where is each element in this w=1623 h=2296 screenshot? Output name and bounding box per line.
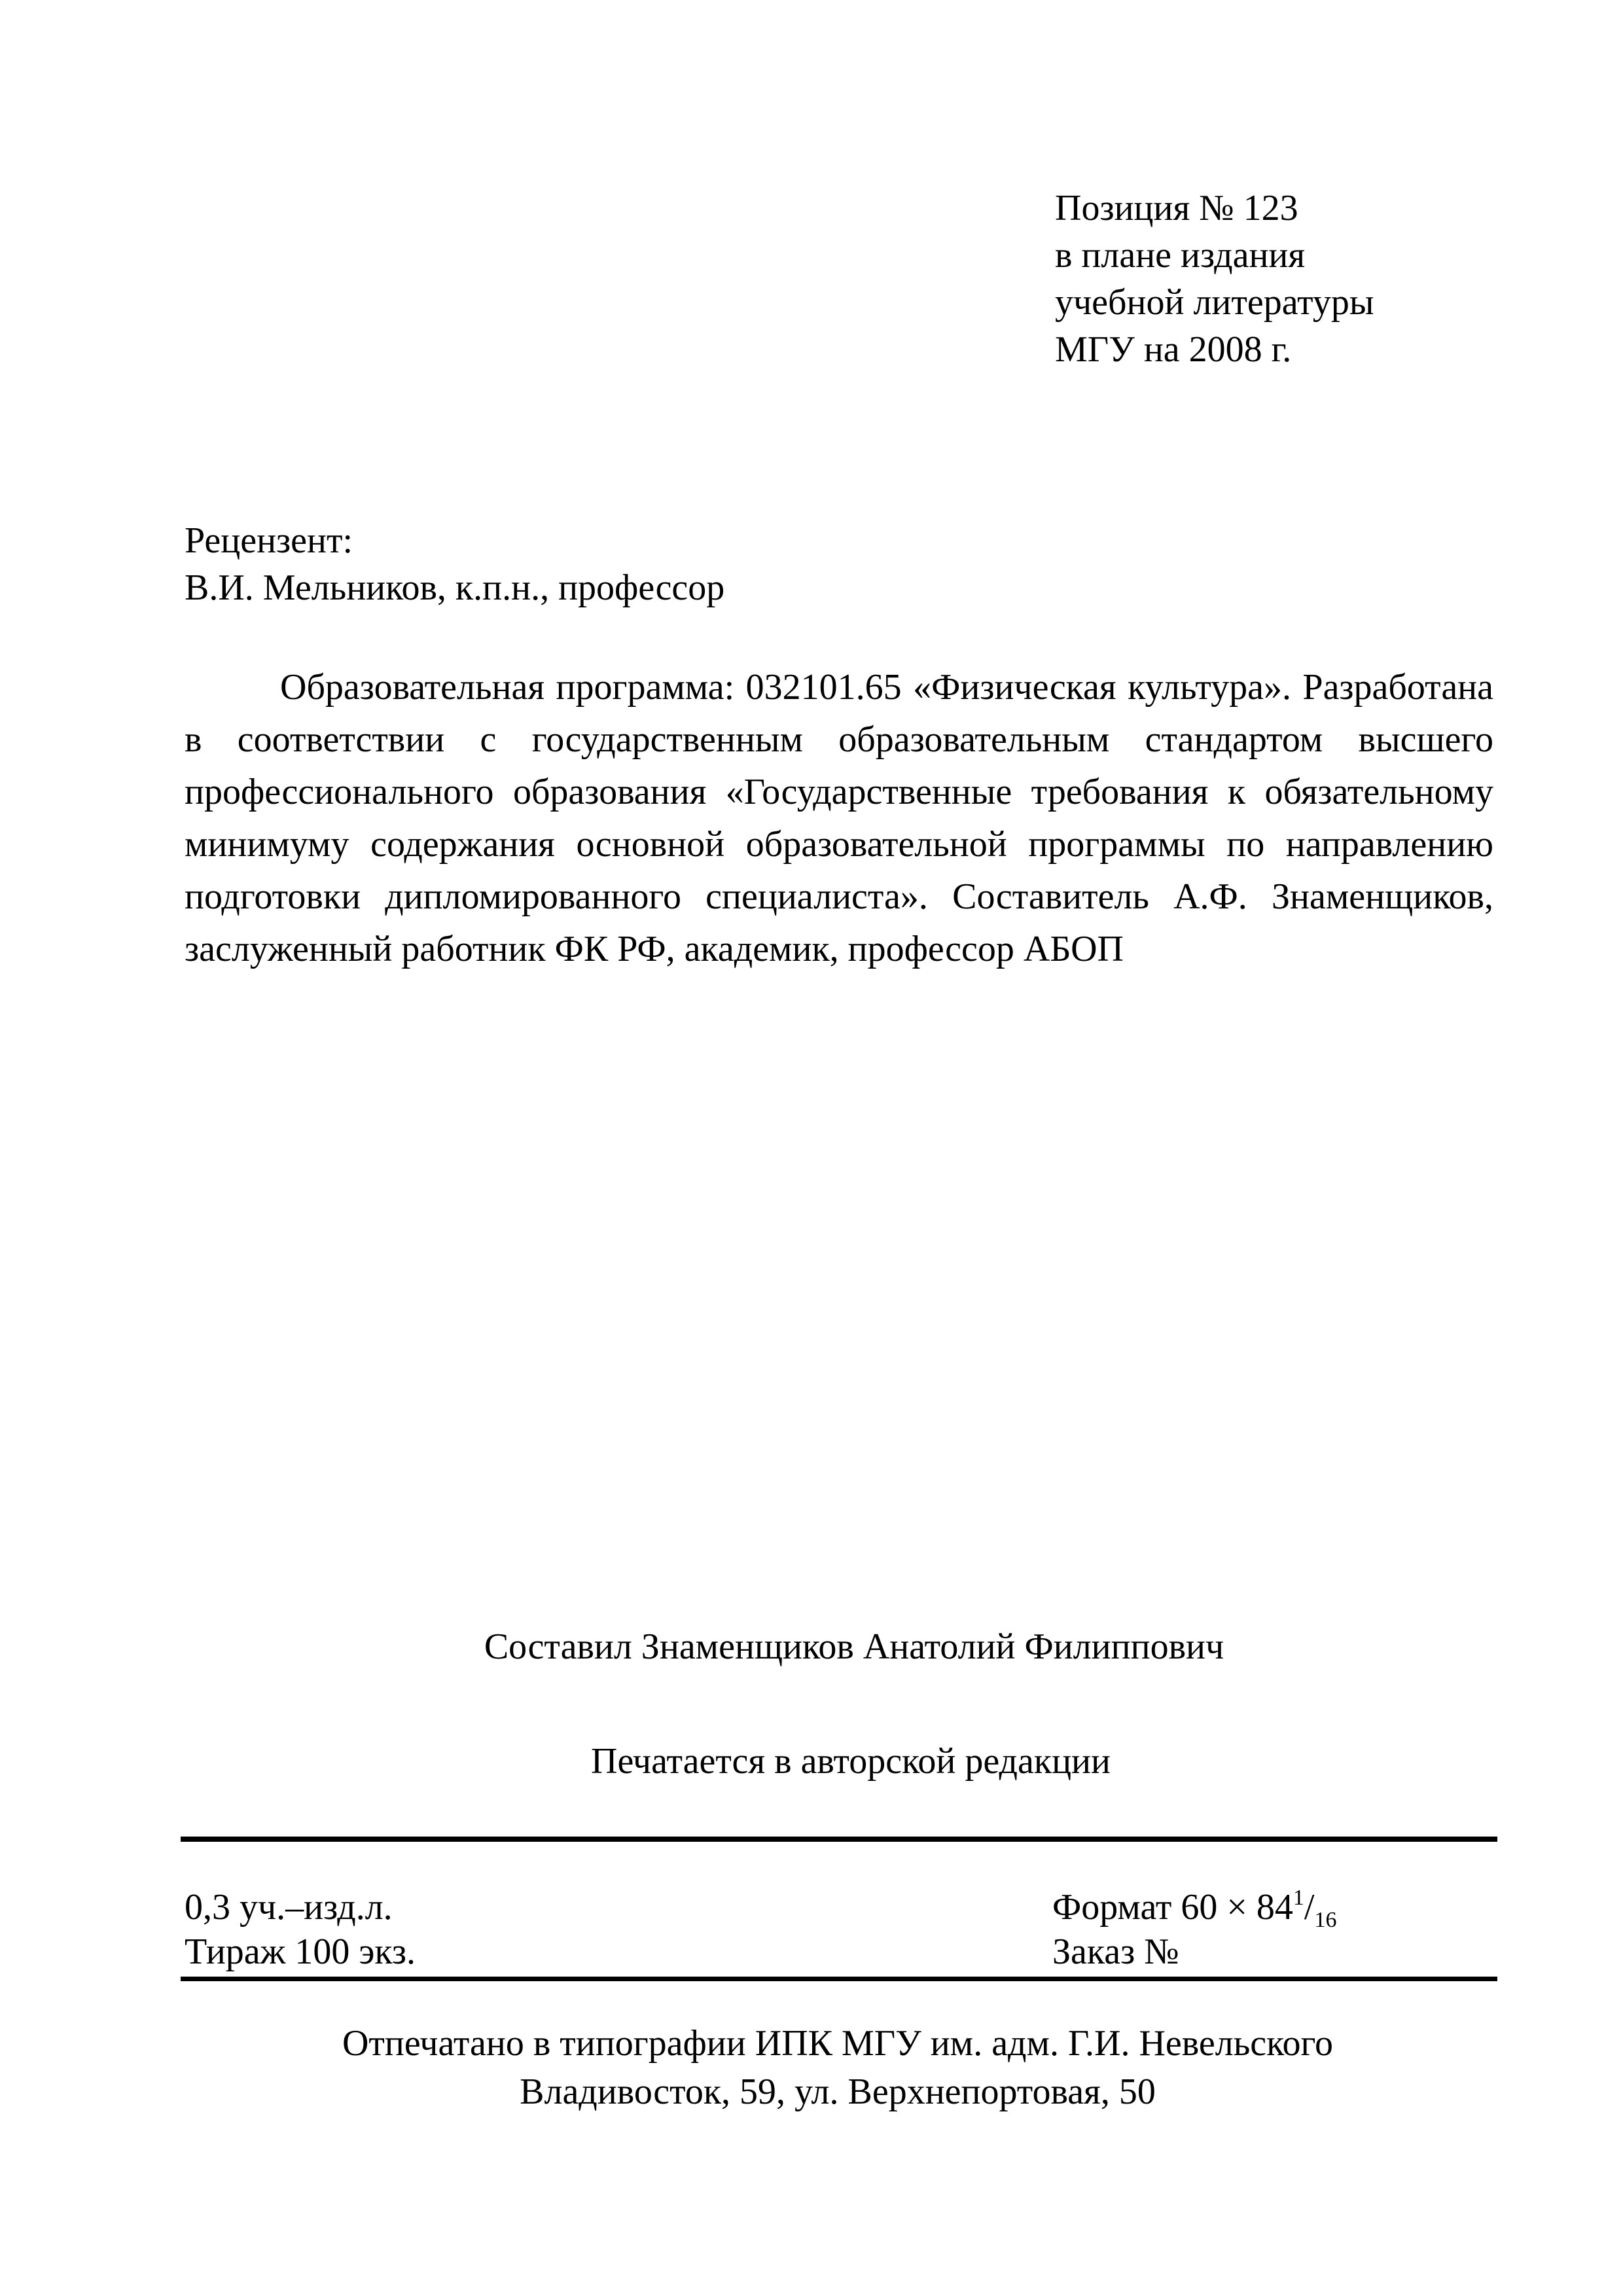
printed-note: Печатается в авторской редакции bbox=[591, 1741, 1111, 1782]
reviewer-heading: Рецензент: bbox=[185, 520, 353, 561]
imprint-format bbox=[1052, 1885, 1337, 1932]
reviewer-block bbox=[185, 517, 724, 611]
imprint-format-prefix: Формат 60 × 84 bbox=[1052, 1887, 1293, 1928]
plan-position-block bbox=[1055, 185, 1374, 373]
plan-line: Позиция № 123 bbox=[1055, 188, 1298, 228]
plan-line: в плане издания bbox=[1055, 235, 1306, 276]
imprint-format-separator: / bbox=[1304, 1887, 1315, 1928]
imprint-bottom-rule bbox=[181, 1977, 1497, 1981]
reviewer-name: В.И. Мельников, к.п.н., профессор bbox=[185, 567, 725, 608]
printer-block bbox=[0, 2019, 1623, 2116]
imprint-print-run: Тираж 100 экз. bbox=[185, 1931, 416, 1972]
imprint-format-numerator: 1 bbox=[1293, 1886, 1304, 1910]
imprint-right-column bbox=[1052, 1885, 1336, 1974]
plan-line: МГУ на 2008 г. bbox=[1055, 329, 1292, 370]
compiled-by: Составил Знаменщиков Анатолий Филиппович bbox=[484, 1626, 1224, 1667]
imprint-left-column bbox=[185, 1885, 416, 1974]
printer-address: Владивосток, 59, ул. Верхнепортовая, 50 bbox=[520, 2072, 1156, 2112]
imprint-top-rule bbox=[181, 1837, 1497, 1842]
imprint-order: Заказ № bbox=[1052, 1931, 1179, 1972]
plan-line: учебной литературы bbox=[1055, 282, 1374, 323]
imprint-format-denominator: 16 bbox=[1314, 1908, 1337, 1932]
printer-line: Отпечатано в типографии ИПК МГУ им. адм. Г.И. Невельского bbox=[342, 2023, 1334, 2064]
program-description: Образовательная программа: 032101.65 «Физическая культура». Разработана в соответствии с государственным образовательным стандартом высшего профессионального образования «Государственные требования к обязательному минимуму содержания основной образовательной программы по направлению подготовки дипломированного специалиста». Составитель А.Ф. Знаменщиков, заслуженный работник ФК РФ, академик, профессор АБОП bbox=[185, 667, 1493, 969]
imprint-volume: 0,3 уч.–изд.л. bbox=[185, 1887, 393, 1928]
